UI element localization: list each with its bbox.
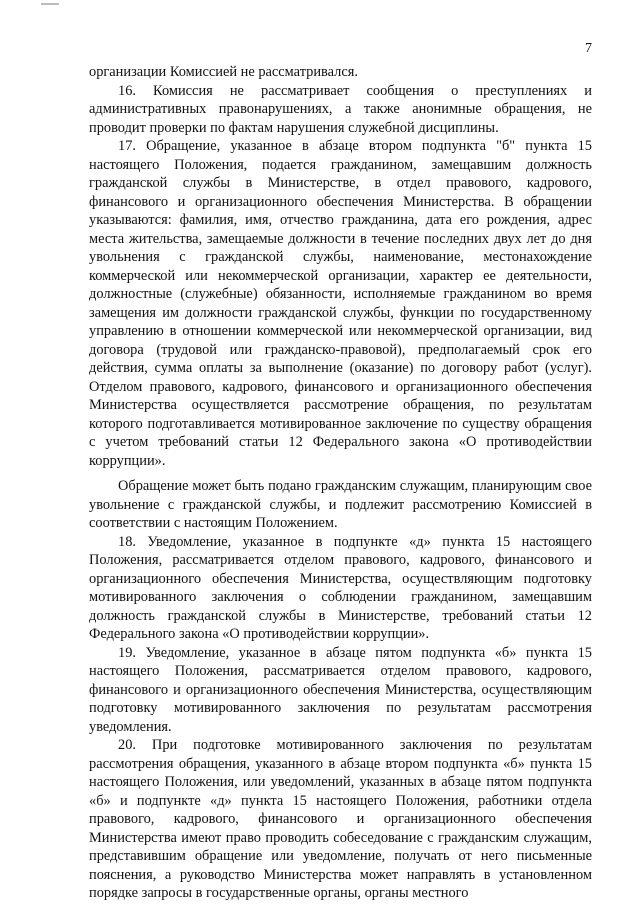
paragraph-item-18: 18. Уведомление, указанное в подпункте «д» пункта 15 настоящего Положения, рассматривается отделом правового, кадрового, финансового и организационного обеспечения Министерства, осуществляющим подготовку мотивированного заключения о соблюдении гражданином, замещавшим должность гражданской службы в Министерстве, требований статьи 12 Федерального закона «О противодействии коррупции». xyxy=(89,533,592,642)
paragraph-item-20: 20. При подготовке мотивированного заключения по результатам рассмотрения обращения, указанного в абзаце втором подпункта «б» пункта 15 настоящего Положения, или уведомлений, указанных в абзаце пятом подпункта «б» и подпункте «д» пункта 15 настоящего Положения, работники отдела правового, кадрового, финансового и организационного обеспечения Министерства имеют право проводить собеседование с гражданским служащим, представившим обращение или уведомление, получать от него письменные пояснения, а руководство Министерства может направлять в установленном порядке запросы в государственные органы, органы местного xyxy=(89,737,592,901)
paragraph-item-19: 19. Уведомление, указанное в абзаце пятом подпункта «б» пункта 15 настоящего Положения, рассматривается отделом правового, кадрового, финансового и организационного обеспечения Министерства, осуществляющим подготовку мотивированного заключения по результатам рассмотрения уведомления. xyxy=(89,644,592,735)
paragraph-item-16: 16. Комиссия не рассматривает сообщения о преступлениях и административных правонарушениях, а также анонимные обращения, не проводит проверки по фактам нарушения служебной дисциплины. xyxy=(89,82,592,136)
paragraph-continuation: организации Комиссией не рассматривался. xyxy=(89,64,358,80)
page-number: 7 xyxy=(585,41,592,56)
scan-artifact-mark xyxy=(41,3,59,5)
paragraph-item-17-note: Обращение может быть подано гражданским служащим, планирующим свое увольнение с гражданской службы, и подлежит рассмотрению Комиссией в соответствии с настоящим Положением. xyxy=(89,478,592,531)
document-body xyxy=(89,63,592,903)
paragraph-item-17: 17. Обращение, указанное в абзаце втором подпункта "б" пункта 15 настоящего Положения, подается гражданином, замещавшим должность гражданской службы в Министерстве, в отдел правового, кадрового, финансового и организационного обеспечения Министерства. В обращении указываются: фамилия, имя, отчество гражданина, дата его рождения, адрес места жительства, замещаемые должности в течение последних двух лет до дня увольнения с гражданской службы, наименование, местонахождение коммерческой или некоммерческой организации, характер ее деятельности, должностные (служебные) обязанности, исполняемые гражданином во время замещения им должности гражданской службы, функции по государственному управлению в отношении коммерческой или некоммерческой организации, вид договора (трудовой или гражданско-правовой), предполагаемый срок его действия, сумма оплаты за выполнение (оказание) по договору работ (услуг). Отделом правового, кадрового, финансового и организационного обеспечения Министерства осуществляется рассмотрение обращения, по результатам которого подготавливается мотивированное заключение по существу обращения с учетом требований статьи 12 Федерального закона «О противодействии коррупции». xyxy=(89,138,592,469)
